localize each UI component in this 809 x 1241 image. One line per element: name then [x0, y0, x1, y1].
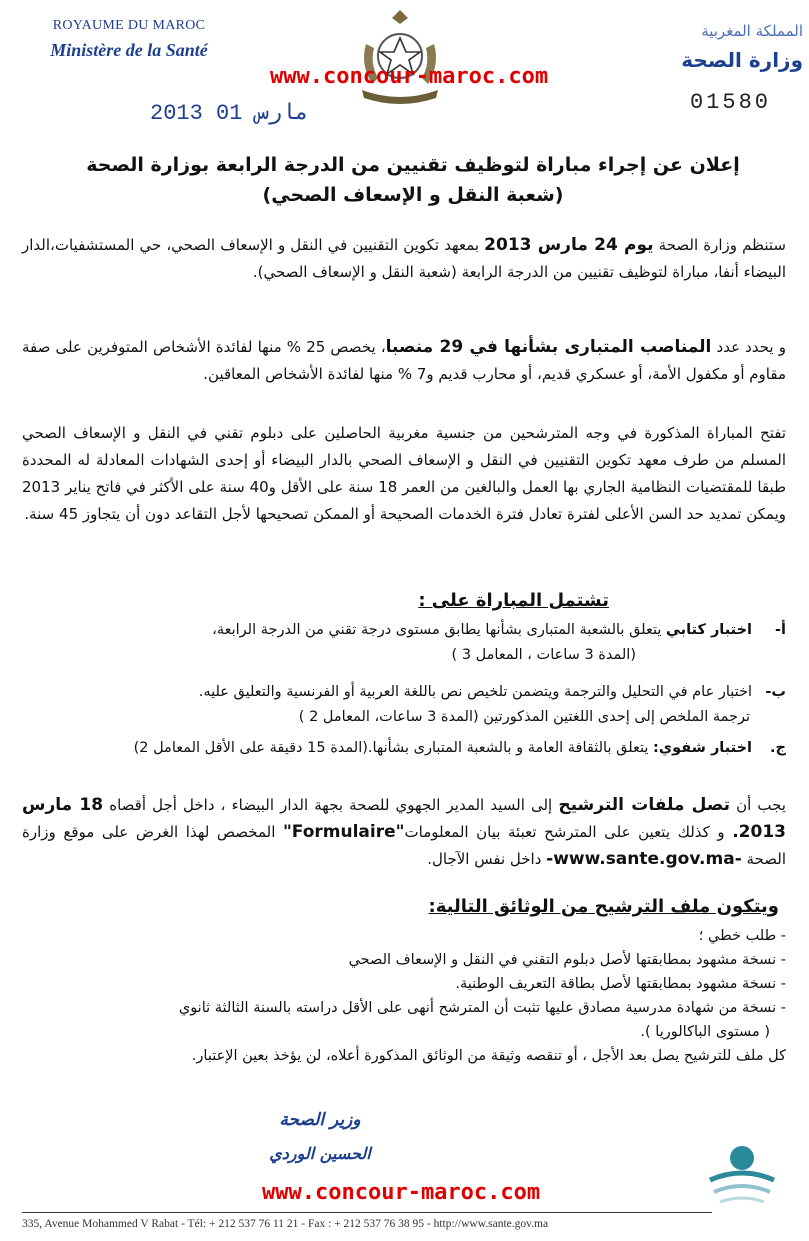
general-exam-text: اختبار عام في التحليل والترجمة ويتضمن تلخيص نص باللغة العربية أو الفرنسية والتعليق عليه. — [198, 684, 752, 700]
documents-note: كل ملف للترشيح يصل بعد الأجل ، أو تنقصه وثيقة من الوثائق المذكورة أعلاه، لن يؤخذ بعين الإعتبار. — [191, 1048, 786, 1064]
announcement-title — [40, 150, 786, 210]
minister-signature — [230, 1110, 410, 1163]
kingdom-label-ar: المملكة المغربية — [701, 22, 803, 40]
deadline-text-e: و كذلك يتعين على المترشح تعبئة بيان المعلومات — [404, 823, 733, 841]
french-letterhead — [34, 18, 224, 61]
date-stamp: 2013 مارس 01 — [150, 101, 309, 126]
title-line-1: إعلان عن إجراء مباراة لتوظيف تقنيين من الدرجة الرابعة بوزارة الصحة — [86, 154, 740, 176]
ministry-logo-icon — [706, 1140, 778, 1214]
deadline-paragraph — [22, 792, 786, 873]
oral-exam-label: اختبار شفوي: — [653, 740, 752, 756]
deadline-files-label: تصل ملفات الترشيح — [558, 795, 730, 815]
footer-address: 335, Avenue Mohammed V Rabat - Tél: + 212 537 76 11 21 - Fax : + 212 537 76 38 95 - http://www.sante.gov.ma — [22, 1218, 549, 1230]
oral-exam-text: يتعلق بالثقافة العامة و بالشعبة المتبارى بشأنها.(المدة 15 دقيقة على الأقل المعامل 2) — [133, 740, 654, 756]
written-exam-label: اختبار كتابي — [665, 622, 752, 638]
deadline-text-a: يجب أن — [729, 796, 786, 814]
deadline-text-g: المخصص لهذا الغرض على موقع وزارة الصحة — [22, 823, 786, 868]
document-item: - نسخة مشهود بمطابقتها لأصل بطاقة التعريف الوطنية. — [455, 976, 786, 992]
item-marker-a: أ- — [775, 622, 786, 638]
coat-of-arms-icon — [352, 4, 448, 108]
watermark-bottom: www.concour-maroc.com — [262, 1180, 541, 1205]
posts-count: المناصب المتبارى بشأنها في 29 منصبا — [385, 337, 712, 357]
deadline-date: 18 مارس 2013. — [22, 795, 786, 842]
intro-paragraph-1 — [22, 232, 786, 286]
kingdom-label-fr: ROYAUME DU MAROC — [52, 18, 206, 33]
documents-list — [30, 924, 786, 1068]
reference-number: 01580 — [689, 90, 771, 115]
written-exam-text: يتعلق بالشعبة المتبارى بشأنها يطابق مستوى درجة تقني من الدرجة الرابعة، — [212, 622, 666, 638]
intro-paragraph-2 — [22, 334, 786, 388]
ministry-label-ar: وزارة الصحة — [681, 48, 803, 72]
exam-item-oral — [30, 736, 786, 761]
exam-heading: تشتمل المباراة على : — [418, 590, 609, 611]
item-marker-c: ج. — [770, 740, 786, 756]
documents-heading: ويتكون ملف الترشيح من الوثائق التالية: — [428, 896, 779, 917]
footer-divider — [22, 1212, 712, 1213]
intro-p2-text: و يحدد عدد — [711, 338, 786, 356]
signature-name: الحسين الوردي — [269, 1144, 371, 1163]
ministry-label-fr: Ministère de la Santé — [50, 40, 208, 60]
written-exam-detail: (المدة 3 ساعات ، المعامل 3 ) — [451, 647, 636, 663]
document-item: ( مستوى الباكالوريا ). — [640, 1024, 770, 1040]
document-item: - طلب خطي ؛ — [698, 928, 786, 944]
general-exam-detail: ترجمة الملخص إلى إحدى اللغتين المذكورتين (المدة 3 ساعات، المعامل 2 ) — [298, 709, 750, 725]
arabic-letterhead — [653, 22, 803, 72]
signature-title: وزير الصحة — [279, 1110, 361, 1130]
exam-item-general — [30, 680, 786, 730]
formulaire-label: "Formulaire" — [282, 822, 405, 842]
deadline-text-c: إلى السيد المدير الجهوي للصحة بجهة الدار البيضاء ، داخل أجل أقصاه — [103, 796, 559, 814]
watermark-top: www.concour-maroc.com — [270, 64, 549, 89]
item-marker-b: ب- — [765, 684, 786, 700]
title-line-2: (شعبة النقل و الإسعاف الصحي) — [262, 184, 564, 206]
document-item: - نسخة مشهود بمطابقتها لأصل دبلوم التقني في النقل و الإسعاف الصحي — [348, 952, 786, 968]
eligibility-paragraph: تفتح المباراة المذكورة في وجه المترشحين من جنسية مغربية الحاصلين على دبلوم تقني في النقل و الإسعاف الصحي المسلم من طرف معهد تكوين التقنيين في النقل و الإسعاف الصحي بالدار البيضاء أو إحدى الشهادات المعادلة له المحددة طبقا للمقتضيات النظامية الجاري بها العمل والبالغين من العمر 18 سنة على الأقل و40 سنة على الأكثر في فاتح يناير 2013 ويمكن تمديد حد السن الأعلى لفترة تعادل فترة الخدمات الصحيحة أو الممكن تصحيحها لأجل التقاعد دون أن يتجاوز 45 سنة. — [22, 424, 787, 523]
intro-p1-rest: بمعهد تكوين التقنيين في النقل و الإسعاف الصحي، حي المستشفيات،الدار البيضاء أنفا، مباراة لتوظيف تقنيين من الدرجة الرابعة (شعبة النقل و الإسعاف الصحي). — [22, 236, 786, 281]
exam-item-written — [30, 618, 786, 668]
intro-p1-text: ستنظم وزارة الصحة — [653, 236, 786, 254]
exam-date: يوم 24 مارس 2013 — [484, 235, 654, 255]
intro-p2-rest: ، يخصص 25 % منها لفائدة الأشخاص المتوفرين على صفة مقاوم أو مكفول الأمة، أو عسكري قديم، أو محارب قديم و7 % منها لفائدة الأشخاص المعاقين. — [22, 338, 786, 383]
website-link[interactable]: -www.sante.gov.ma- — [546, 849, 742, 869]
document-item: - نسخة من شهادة مدرسية مصادق عليها تثبت أن المترشح أنهى على الأقل دراسته بالسنة الثالثة ثانوي — [178, 1000, 786, 1016]
deadline-text-i: داخل نفس الآجال. — [427, 850, 547, 868]
